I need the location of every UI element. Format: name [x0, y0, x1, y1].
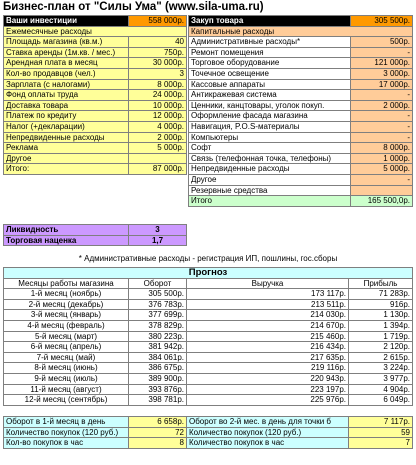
- forecast-row: [4, 395, 413, 406]
- summary-row: [4, 438, 413, 449]
- summary-left-label: Оборот в 1-й месяц в день: [4, 417, 129, 428]
- forecast-table: [3, 267, 413, 406]
- purchase-row: [189, 37, 413, 48]
- purchase-row-value: 8 000р.: [351, 143, 413, 154]
- purchase-row-label: Административные расходы*: [189, 37, 351, 48]
- purchase-row-label: Итого: [189, 196, 351, 207]
- forecast-month: 5-й месяц (март): [4, 331, 129, 342]
- forecast-header-turnover: Оборот: [129, 278, 187, 289]
- investments-row: [4, 79, 187, 90]
- investments-row-label: Фонд оплаты труда: [4, 90, 129, 101]
- purchase-row-value: 1 000р.: [351, 153, 413, 164]
- purchase-row-label: Связь (телефонная точка, телефоны): [189, 153, 351, 164]
- investments-table: [3, 15, 187, 175]
- forecast-revenue: 213 511р.: [187, 299, 349, 310]
- investments-row: [4, 90, 187, 101]
- investments-row-value: 10 000р.: [129, 100, 187, 111]
- investments-row-label: Непредвиденные расходы: [4, 132, 129, 143]
- purchase-row-label: Софт: [189, 143, 351, 154]
- investments-row-value: 8 000р.: [129, 79, 187, 90]
- forecast-profit: 916р.: [349, 299, 413, 310]
- investments-row: [4, 153, 187, 164]
- purchase-row: [189, 68, 413, 79]
- summary-left-value: 72: [129, 427, 187, 438]
- investments-row: [4, 100, 187, 111]
- forecast-row: [4, 310, 413, 321]
- summary-right-value: 7: [349, 438, 413, 449]
- forecast-row: [4, 320, 413, 331]
- investments-row: [4, 164, 187, 175]
- page-title: Бизнес-план от "Силы Ума" (www.sila-uma.ru): [3, 1, 264, 13]
- purchase-row-value: -: [351, 121, 413, 132]
- investments-row-label: Арендная плата в месяц: [4, 58, 129, 69]
- purchase-row-label: Кассовые аппараты: [189, 79, 351, 90]
- purchase-row: [189, 143, 413, 154]
- purchase-row-value: -: [351, 47, 413, 58]
- forecast-row: [4, 352, 413, 363]
- purchase-header-label: Закуп товара: [189, 16, 351, 27]
- forecast-revenue: 223 197р.: [187, 384, 349, 395]
- summary-right-label: Количество покупок в час: [187, 438, 349, 449]
- forecast-revenue: 215 460р.: [187, 331, 349, 342]
- summary-left-label: Количество покупок (120 руб.): [4, 427, 129, 438]
- forecast-turnover: 376 783р.: [129, 299, 187, 310]
- forecast-month: 6-й месяц (апрель): [4, 342, 129, 353]
- summary-left-value: 6 658р.: [129, 417, 187, 428]
- forecast-turnover: 393 876р.: [129, 384, 187, 395]
- forecast-month: 11-й месяц (август): [4, 384, 129, 395]
- forecast-revenue: 219 116р.: [187, 363, 349, 374]
- forecast-profit: 3 977р.: [349, 373, 413, 384]
- investments-section-label: Ежемесячные расходы: [4, 26, 187, 37]
- summary-left-label: Кол-во покупок в час: [4, 438, 129, 449]
- markup-label: Торговая наценка: [4, 235, 129, 246]
- investments-row: [4, 111, 187, 122]
- purchase-row-label: Навигация, P.O.S-материалы: [189, 121, 351, 132]
- purchase-row-label: Точечное освещение: [189, 68, 351, 79]
- forecast-row: [4, 373, 413, 384]
- forecast-month: 9-й месяц (июль): [4, 373, 129, 384]
- investments-row: [4, 37, 187, 48]
- purchase-row: [189, 174, 413, 185]
- purchase-row-value: 121 000р.: [351, 58, 413, 69]
- summary-right-value: 7 117р.: [349, 417, 413, 428]
- investments-row-label: Платеж по кредиту: [4, 111, 129, 122]
- summary-row: [4, 427, 413, 438]
- purchase-row: [189, 79, 413, 90]
- forecast-header-month: Месяцы работы магазина: [4, 278, 129, 289]
- purchase-row-label: Резервные средства: [189, 185, 351, 196]
- investments-row-label: Площадь магазина (кв.м.): [4, 37, 129, 48]
- purchase-row-value: 500р.: [351, 37, 413, 48]
- purchase-row: [189, 196, 413, 207]
- forecast-profit: 3 224р.: [349, 363, 413, 374]
- purchase-row-value: -: [351, 90, 413, 101]
- forecast-row: [4, 342, 413, 353]
- footnote: * Административные расходы - регистрация ИП, пошлины, гос.сборы: [78, 254, 338, 263]
- summary-right-label: Оборот во 2-й мес. в день для точки б: [187, 417, 349, 428]
- forecast-revenue: 214 030р.: [187, 310, 349, 321]
- forecast-turnover: 378 829р.: [129, 320, 187, 331]
- purchase-row-label: Компьютеры: [189, 132, 351, 143]
- investments-row: [4, 47, 187, 58]
- investments-row: [4, 68, 187, 79]
- investments-header-value: 558 000р.: [129, 16, 187, 27]
- purchase-section-label: Капитальные расходы: [189, 26, 413, 37]
- forecast-row: [4, 299, 413, 310]
- forecast-month: 2-й месяц (декабрь): [4, 299, 129, 310]
- investments-row-value: [129, 153, 187, 164]
- investments-row-label: Итого:: [4, 164, 129, 175]
- forecast-turnover: 389 900р.: [129, 373, 187, 384]
- forecast-revenue: 173 117р.: [187, 289, 349, 300]
- purchase-row: [189, 164, 413, 175]
- summary-right-label: Количество покупок (120 руб.): [187, 427, 349, 438]
- purchase-row: [189, 185, 413, 196]
- investments-row-value: 3: [129, 68, 187, 79]
- forecast-profit: 1 130р.: [349, 310, 413, 321]
- purchase-row: [189, 132, 413, 143]
- purchase-row-value: 2 000р.: [351, 100, 413, 111]
- forecast-month: 4-й месяц (февраль): [4, 320, 129, 331]
- investments-row: [4, 132, 187, 143]
- purchase-row: [189, 111, 413, 122]
- purchase-row-value: 17 000р.: [351, 79, 413, 90]
- forecast-month: 1-й месяц (ноябрь): [4, 289, 129, 300]
- investments-row-value: 24 000р.: [129, 90, 187, 101]
- forecast-row: [4, 384, 413, 395]
- markup-value: 1,7: [129, 235, 187, 246]
- purchase-row-value: -: [351, 111, 413, 122]
- forecast-revenue: 216 434р.: [187, 342, 349, 353]
- forecast-turnover: 380 223р.: [129, 331, 187, 342]
- purchase-row-value: [351, 185, 413, 196]
- summary-left-value: 8: [129, 438, 187, 449]
- purchase-row-value: 3 000р.: [351, 68, 413, 79]
- investments-row-value: 87 000р.: [129, 164, 187, 175]
- investments-row-label: Доставка товара: [4, 100, 129, 111]
- forecast-profit: 71 283р.: [349, 289, 413, 300]
- forecast-profit: 2 120р.: [349, 342, 413, 353]
- purchase-table: [188, 15, 413, 207]
- purchase-row: [189, 153, 413, 164]
- purchase-row: [189, 121, 413, 132]
- investments-row-label: Другое: [4, 153, 129, 164]
- forecast-turnover: 384 061р.: [129, 352, 187, 363]
- purchase-row-label: Оформление фасада магазина: [189, 111, 351, 122]
- forecast-turnover: 386 675р.: [129, 363, 187, 374]
- forecast-turnover: 381 942р.: [129, 342, 187, 353]
- forecast-row: [4, 289, 413, 300]
- forecast-turnover: 398 781р.: [129, 395, 187, 406]
- forecast-row: [4, 331, 413, 342]
- purchase-row: [189, 58, 413, 69]
- purchase-header-value: 305 500р.: [351, 16, 413, 27]
- investments-row: [4, 58, 187, 69]
- purchase-row-label: Антикражевая система: [189, 90, 351, 101]
- investments-row-value: 30 000р.: [129, 58, 187, 69]
- purchase-row-value: -: [351, 132, 413, 143]
- investments-row-label: Кол-во продавцов (чел.): [4, 68, 129, 79]
- summary-table: [3, 416, 413, 449]
- forecast-revenue: 220 943р.: [187, 373, 349, 384]
- forecast-header-profit: Прибыль: [349, 278, 413, 289]
- investments-row-value: 750р.: [129, 47, 187, 58]
- summary-right-value: 59: [349, 427, 413, 438]
- forecast-profit: 1 719р.: [349, 331, 413, 342]
- investments-row: [4, 121, 187, 132]
- investments-row-value: 4 000р.: [129, 121, 187, 132]
- investments-row-label: Ставка аренды (1м.кв. / мес.): [4, 47, 129, 58]
- investments-row: [4, 143, 187, 154]
- forecast-profit: 4 904р.: [349, 384, 413, 395]
- investments-row-label: Зарплата (с налогами): [4, 79, 129, 90]
- forecast-profit: 2 615р.: [349, 352, 413, 363]
- forecast-turnover: 377 699р.: [129, 310, 187, 321]
- forecast-profit: 6 049р.: [349, 395, 413, 406]
- purchase-row-label: Торговое оборудование: [189, 58, 351, 69]
- forecast-row: [4, 363, 413, 374]
- summary-row: [4, 417, 413, 428]
- purchase-row: [189, 47, 413, 58]
- investments-row-value: 40: [129, 37, 187, 48]
- forecast-month: 8-й месяц (июнь): [4, 363, 129, 374]
- purchase-row-label: Другое: [189, 174, 351, 185]
- purchase-row-value: -: [351, 174, 413, 185]
- forecast-revenue: 214 670р.: [187, 320, 349, 331]
- purchase-row-label: Ценники, канцтовары, уголок покуп.: [189, 100, 351, 111]
- forecast-month: 12-й месяц (сентябрь): [4, 395, 129, 406]
- purchase-row-label: Непредвиденные расходы: [189, 164, 351, 175]
- investments-row-label: Реклама: [4, 143, 129, 154]
- purchase-row: [189, 90, 413, 101]
- purchase-row: [189, 100, 413, 111]
- forecast-turnover: 305 500р.: [129, 289, 187, 300]
- purchase-row-label: Ремонт помещения: [189, 47, 351, 58]
- forecast-month: 3-й месяц (январь): [4, 310, 129, 321]
- forecast-title: Прогноз: [4, 268, 413, 279]
- investments-header-label: Ваши инвестиции: [4, 16, 129, 27]
- investments-row-value: 5 000р.: [129, 143, 187, 154]
- investments-row-value: 12 000р.: [129, 111, 187, 122]
- indicators-table: [3, 224, 187, 246]
- forecast-revenue: 225 976р.: [187, 395, 349, 406]
- forecast-profit: 1 394р.: [349, 320, 413, 331]
- liquidity-label: Ликвидность: [4, 225, 129, 236]
- forecast-month: 7-й месяц (май): [4, 352, 129, 363]
- purchase-row-value: 5 000р.: [351, 164, 413, 175]
- forecast-header-revenue: Выручка: [187, 278, 349, 289]
- forecast-revenue: 217 635р.: [187, 352, 349, 363]
- investments-row-value: 2 000р.: [129, 132, 187, 143]
- liquidity-value: 3: [129, 225, 187, 236]
- investments-row-label: Налог (+декларации): [4, 121, 129, 132]
- purchase-row-value: 165 500,0р.: [351, 196, 413, 207]
